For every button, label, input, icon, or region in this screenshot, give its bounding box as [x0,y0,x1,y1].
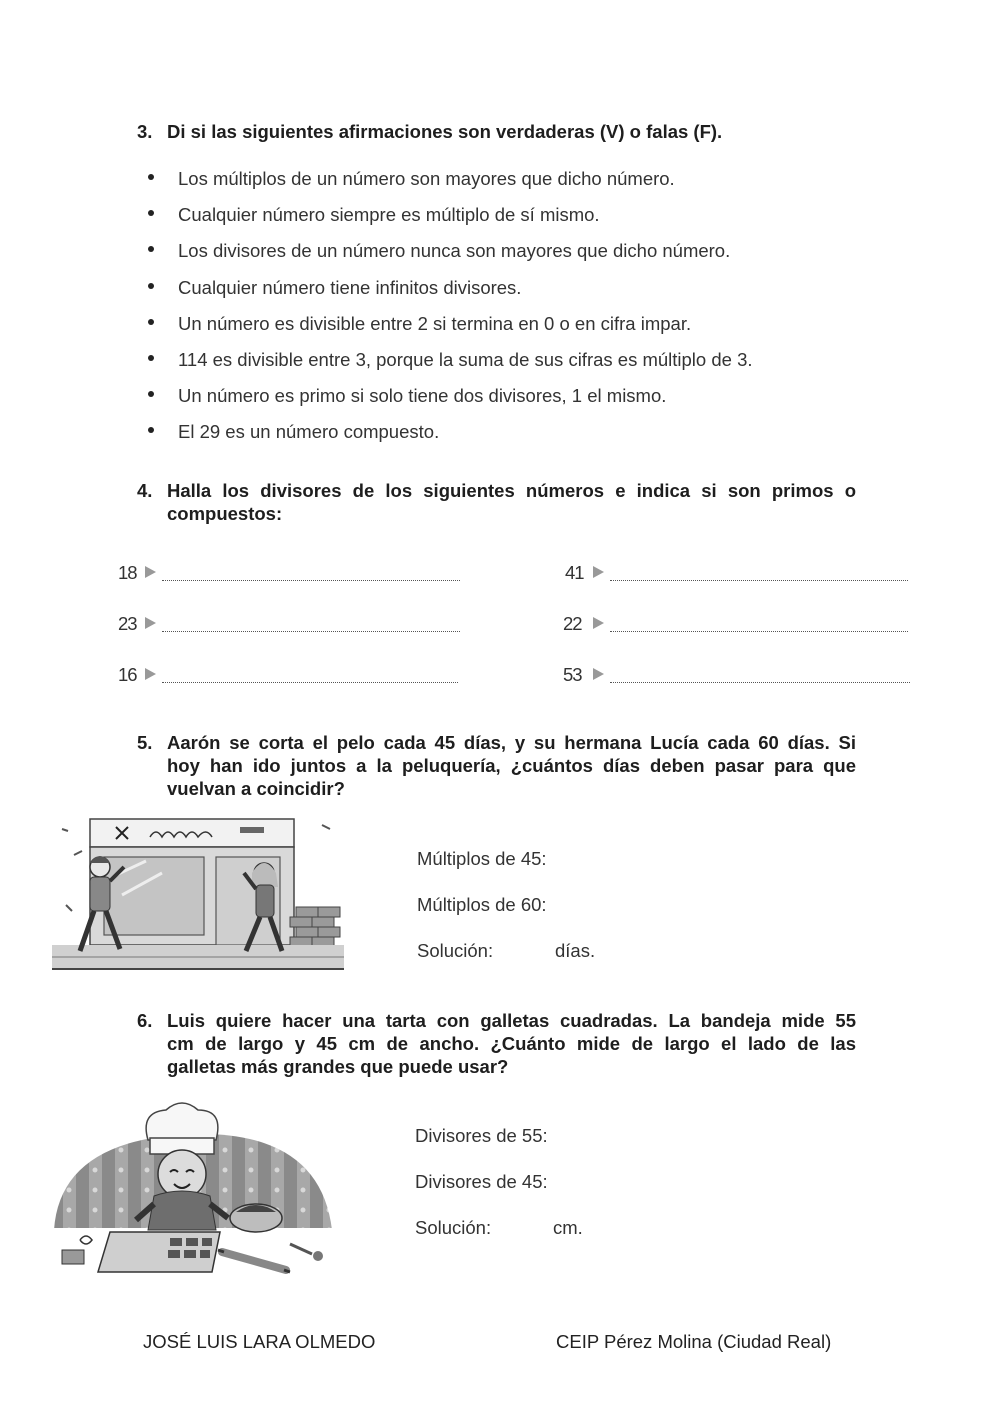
bullet-icon [148,283,154,289]
statement-text: Los divisores de un número nunca son mayores que dicho número. [178,240,731,262]
chef-boy-illustration [50,1100,340,1280]
question-4-title-line1: Halla los divisores de los siguientes números e indica si son primos o [167,480,856,501]
arrow-right-icon [145,566,156,578]
bullet-icon [148,391,154,397]
question-4-title-line2: compuestos: [167,503,283,524]
statement-text: Cualquier número siempre es múltiplo de sí mismo. [178,204,600,226]
question-4-number: 4. [137,480,153,501]
answer-line[interactable] [162,580,460,581]
question-6-title-line3: galletas más grandes que puede usar? [167,1056,509,1077]
number-label: 18 [118,562,137,583]
question-5-title-line2: hoy han ido juntos a la peluquería, ¿cuántos días deben pasar para que [167,755,856,776]
footer-author: JOSÉ LUIS LARA OLMEDO [143,1331,376,1352]
answer-line[interactable] [610,580,908,581]
hair-salon-illustration [52,815,344,975]
solution-unit: días. [555,940,596,961]
answer-line[interactable] [610,631,908,632]
question-5-title-line3: vuelvan a coincidir? [167,778,345,799]
number-label: 41 [565,562,584,583]
arrow-right-icon [593,566,604,578]
bullet-icon [148,174,154,180]
statement-item [148,202,753,238]
statement-item [148,238,753,274]
divisors-55-label: Divisores de 55: [415,1125,548,1146]
solution-unit: cm. [553,1217,583,1238]
statement-item [148,311,753,347]
statement-item [148,419,753,455]
question-6-number: 6. [137,1010,153,1031]
statement-text: Cualquier número tiene infinitos divisores. [178,276,522,298]
arrow-right-icon [593,668,604,680]
statement-item [148,166,753,202]
statements-list [148,166,753,456]
answer-line[interactable] [610,682,910,683]
bullet-icon [148,355,154,361]
question-5-title-line1: Aarón se corta el pelo cada 45 días, y su hermana Lucía cada 60 días. Si [167,732,856,753]
bullet-icon [148,246,154,252]
footer-school: CEIP Pérez Molina (Ciudad Real) [556,1331,832,1352]
statement-text: Los múltiplos de un número son mayores que dicho número. [178,168,675,189]
bullet-icon [148,210,154,216]
arrow-right-icon [145,617,156,629]
statement-text: Un número es divisible entre 2 si termina en 0 o en cifra impar. [178,312,692,334]
bullet-icon [148,427,154,433]
question-6-title-line2: cm de largo y 45 cm de ancho. ¿Cuánto mide de largo el lado de las [167,1033,856,1054]
statement-item [148,383,753,419]
number-label: 22 [563,613,582,634]
bullet-icon [148,319,154,325]
answer-line[interactable] [162,631,460,632]
statement-text: Un número es primo si solo tiene dos divisores, 1 el mismo. [178,385,667,407]
number-label: 23 [118,613,137,634]
question-3-title: Di si las siguientes afirmaciones son verdaderas (V) o falas (F). [167,121,723,142]
question-6-title-line1: Luis quiere hacer una tarta con galletas cuadradas. La bandeja mide 55 [167,1010,856,1031]
question-5-number: 5. [137,732,153,753]
arrow-right-icon [593,617,604,629]
question-3-number: 3. [137,121,153,142]
multiples-45-label: Múltiplos de 45: [417,848,547,869]
number-label: 53 [563,664,582,685]
arrow-right-icon [145,668,156,680]
answer-line[interactable] [162,682,458,683]
solution-label: Solución: [415,1217,492,1238]
multiples-60-label: Múltiplos de 60: [417,894,547,915]
number-label: 16 [118,664,137,685]
statement-text: 114 es divisible entre 3, porque la suma de sus cifras es múltiplo de 3. [178,348,753,370]
statement-text: El 29 es un número compuesto. [178,421,440,443]
divisors-45-label: Divisores de 45: [415,1171,548,1192]
statement-item [148,347,753,383]
solution-label: Solución: [417,940,494,961]
statement-item [148,275,753,311]
